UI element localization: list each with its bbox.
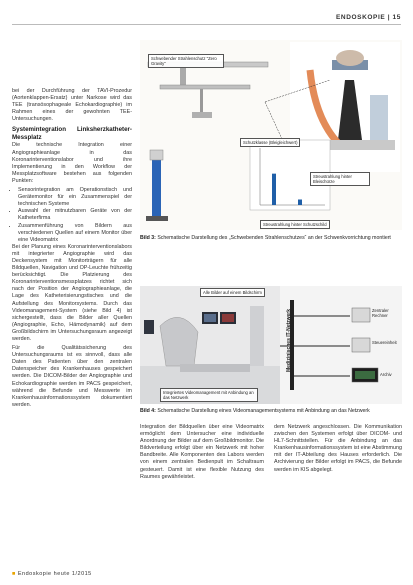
mid-paragraph: Integration der Bildquellen über eine Videomatrix ermöglicht dem Untersucher eine individuelle Anordnung der Bilder auf dem Großbildmonitor. Die Bildverteilung erfolgt über ein Netzwerk mit hoher Bandbreite. Alle Komponenten des Labors werden von einem zentralen Bedienpult im Schaltraum gesteuert. Damit ist eine flexible Nutzung des Raumes gewährleistet.: [140, 424, 264, 480]
left-column: [12, 88, 132, 411]
figure-4: [140, 286, 402, 404]
figure-4-label-right2: Steuereinheit: [372, 340, 397, 345]
paragraph-3: Für die Qualitätssicherung des Untersuchungsraums ist es sinnvoll, dass alle Daten des Patienten über den zentralen Datenspeicher des Krankenhauses gespeichert werden. Die DICOM-Bilder der Angiographie und Echokardiographie werden im PACS gespeichert, während die Befunde und Messwerte im Krankenhausinformationssystem dokumentiert werden.: [12, 345, 132, 408]
figure-3-caption: [140, 235, 402, 242]
figure-3-illustration: [140, 40, 402, 230]
paragraph-1: Die technische Integration einer Angiographieanlage in das Koronarinterventionslabor und ihre Implementierung in den Workflow der Messplatzsoftware bestehen aus folgenden Punkten:: [12, 142, 132, 184]
figure-4-caption: [140, 408, 402, 415]
figure-3-label-bottom2: Streustrahlung hinter Bleischürze: [310, 172, 370, 186]
figure-3: [140, 40, 402, 230]
right-column: [274, 424, 402, 476]
section-heading: Systemintegration Linksherzkatheter-Messplatz: [12, 126, 132, 141]
footer-text: Endoskopie heute 1/2015: [17, 571, 92, 577]
figure-4-illustration: [140, 286, 402, 404]
list-item: • Sensorintegration am Operationstisch und Gerätemonitor für ein Zusammenspiel der technischen Systeme: [18, 187, 132, 208]
figure-3-label-top: Schwebender Strahlenschutz "Zero Gravity": [148, 54, 224, 68]
list-item: • Zusammenführung von Bildern aus verschiedenen Quellen auf einem Monitor über eine Videomatrix: [18, 223, 132, 244]
figure-4-caption-text: Schematische Darstellung eines Videomanagementsystems mit Anbindung an das Netzwerk: [157, 408, 370, 414]
figure-3-caption-label: Bild 3:: [140, 235, 156, 241]
figure-4-label-top: Alle Bilder auf einem Bildschirm: [200, 288, 265, 297]
footer-mark: ■: [12, 571, 16, 577]
bullet-list: [12, 187, 132, 244]
figure-4-label-right3: Archiv: [380, 372, 392, 377]
mid-column: [140, 424, 264, 483]
figure-4-network-label: Medizinisches IT-Netzwerk: [286, 308, 293, 373]
figure-3-caption-text: Schematische Darstellung des „Schwebenden Strahlenschutzes“ an der Schwenkvorrichtung montiert: [157, 235, 391, 241]
header-title: ENDOSKOPIE | 15: [335, 14, 401, 21]
figure-3-bar: [298, 200, 302, 206]
figure-4-caption-label: Bild 4:: [140, 408, 156, 414]
paragraph-2: Bei der Planung eines Koronarinterventionslabors mit integrierter Angiographie wird das Deckensystem mit Monitorträgern für alle Bildquellen, Navigation und OP-Leuchte frühzeitig berücksichtigt. Die Platzierung des Koronarinterventionsmessplatzes richtet sich nach der Position der Angiographieanlage, die Lage des Katheterisierungstisches und die Aufstellung des Monitorsystems. Durch das Videomanagement-System (siehe Bild 4) ist sichergestellt, dass die Bilder aller Quellen (Angiographie, Echo, Hämodynamik) auf dem Großbildschirm im Untersuchungsraum angezeigt werden.: [12, 243, 132, 342]
page-footer: [12, 571, 92, 577]
figure-4-label-right1: Zentraler Rechner: [372, 308, 389, 318]
figure-3-label-bottom: Streustrahlung hinter Schutzschild: [260, 220, 330, 229]
header-rule: [12, 24, 401, 25]
intro-paragraph: bei der Durchführung der TAVI-Prozedur (Aortenklappen-Ersatz) unter Narkose wird das TEE (transösophageale Echokardiographie) im Rahmen eines der gewohnten TEE-Untersuchungen.: [12, 88, 132, 123]
figure-3-bar: [272, 174, 276, 205]
right-paragraph: dem Netzwerk angeschlossen. Die Kommunikation zwischen den Systemen erfolgt über DICOM- und HL7-Schnittstellen. Für die Anbindung an das Krankenhausinformationssystem ist eine Abstimmung mit der IT-Abteilung des Hauses erforderlich. Die Archivierung der Bilder erfolgt im PACS, die Befunde werden im KIS abgelegt.: [274, 424, 402, 473]
figure-4-label-bottom: Integriertes Videomanagement mit Anbindung an das Netzwerk: [160, 388, 258, 402]
list-item: • Auswahl der mitnutzbaren Geräte von der Katheterfirma: [18, 208, 132, 222]
figure-3-label-right: Schutzklasse (Bleigleichwert): [240, 138, 300, 147]
